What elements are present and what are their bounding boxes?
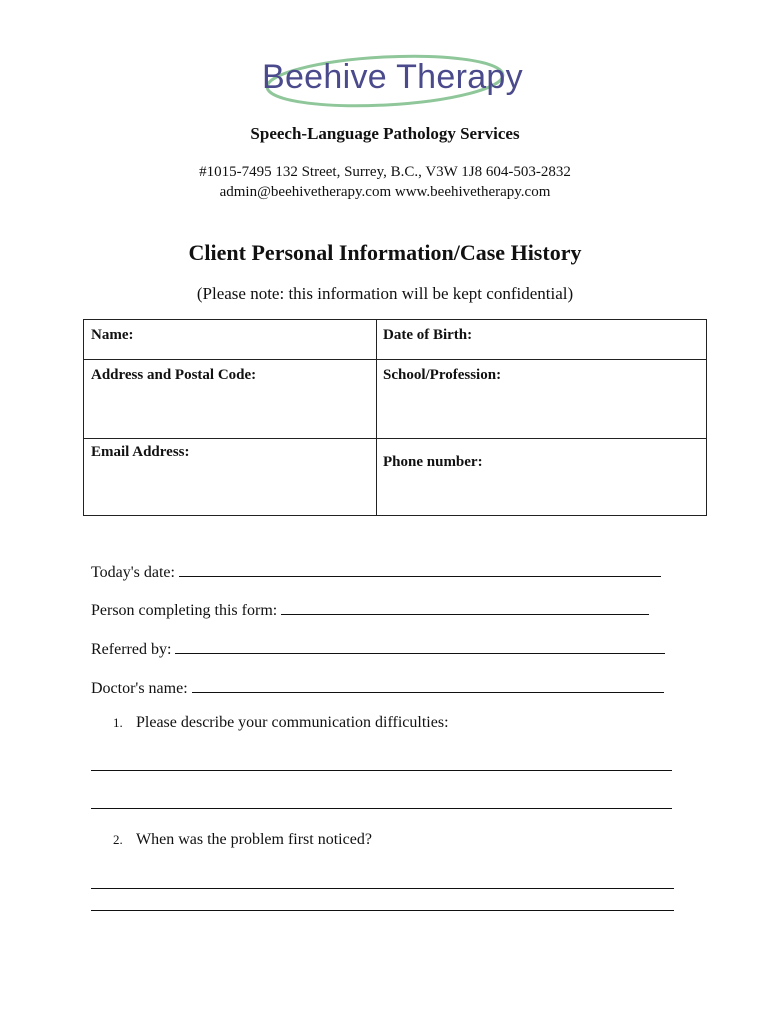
doctors-name-label: Doctor's name: xyxy=(91,680,188,697)
question-text: When was the problem first noticed? xyxy=(136,831,372,848)
todays-date-row xyxy=(91,560,661,582)
person-completing-row xyxy=(91,598,649,620)
school-label: School/Profession: xyxy=(383,367,502,383)
referred-by-row xyxy=(91,637,665,659)
dob-field[interactable] xyxy=(377,320,707,359)
answer-line[interactable] xyxy=(91,888,674,889)
address-line: #1015-7495 132 Street, Surrey, B.C., V3W 1J8 604-503-2832 xyxy=(199,164,571,180)
referred-by-input[interactable] xyxy=(175,637,665,654)
person-completing-input[interactable] xyxy=(281,598,649,615)
client-info-table xyxy=(83,319,707,516)
todays-date-input[interactable] xyxy=(179,560,661,577)
page-subtitle: Speech-Language Pathology Services xyxy=(250,124,520,143)
answer-line[interactable] xyxy=(91,808,672,809)
confidential-note: (Please note: this information will be kept confidential) xyxy=(196,284,574,303)
dob-label: Date of Birth: xyxy=(383,327,473,343)
doctors-name-input[interactable] xyxy=(192,676,664,693)
answer-line[interactable] xyxy=(91,910,674,911)
question-number: 2. xyxy=(113,832,123,847)
question-1 xyxy=(113,714,449,732)
email-label: Email Address: xyxy=(91,444,190,460)
contact-line: admin@beehivetherapy.com www.beehivetherapy.com xyxy=(219,184,551,200)
todays-date-label: Today's date: xyxy=(91,564,175,581)
referred-by-label: Referred by: xyxy=(91,641,172,658)
question-2 xyxy=(113,831,372,849)
phone-field[interactable] xyxy=(377,439,707,516)
page-title: Client Personal Information/Case History xyxy=(188,240,582,265)
doctors-name-row xyxy=(91,676,664,698)
address-label: Address and Postal Code: xyxy=(91,367,257,383)
logo xyxy=(250,50,523,112)
name-field[interactable] xyxy=(84,320,376,359)
answer-line[interactable] xyxy=(91,770,672,771)
person-completing-label: Person completing this form: xyxy=(91,602,278,619)
school-field[interactable] xyxy=(377,360,707,438)
phone-label: Phone number: xyxy=(383,454,483,470)
name-label: Name: xyxy=(91,327,134,343)
email-field[interactable] xyxy=(84,439,376,516)
question-text: Please describe your communication difficulties: xyxy=(136,714,449,731)
logo-text: Beehive Therapy xyxy=(262,58,523,96)
question-number: 1. xyxy=(113,715,123,730)
address-field[interactable] xyxy=(84,360,376,438)
